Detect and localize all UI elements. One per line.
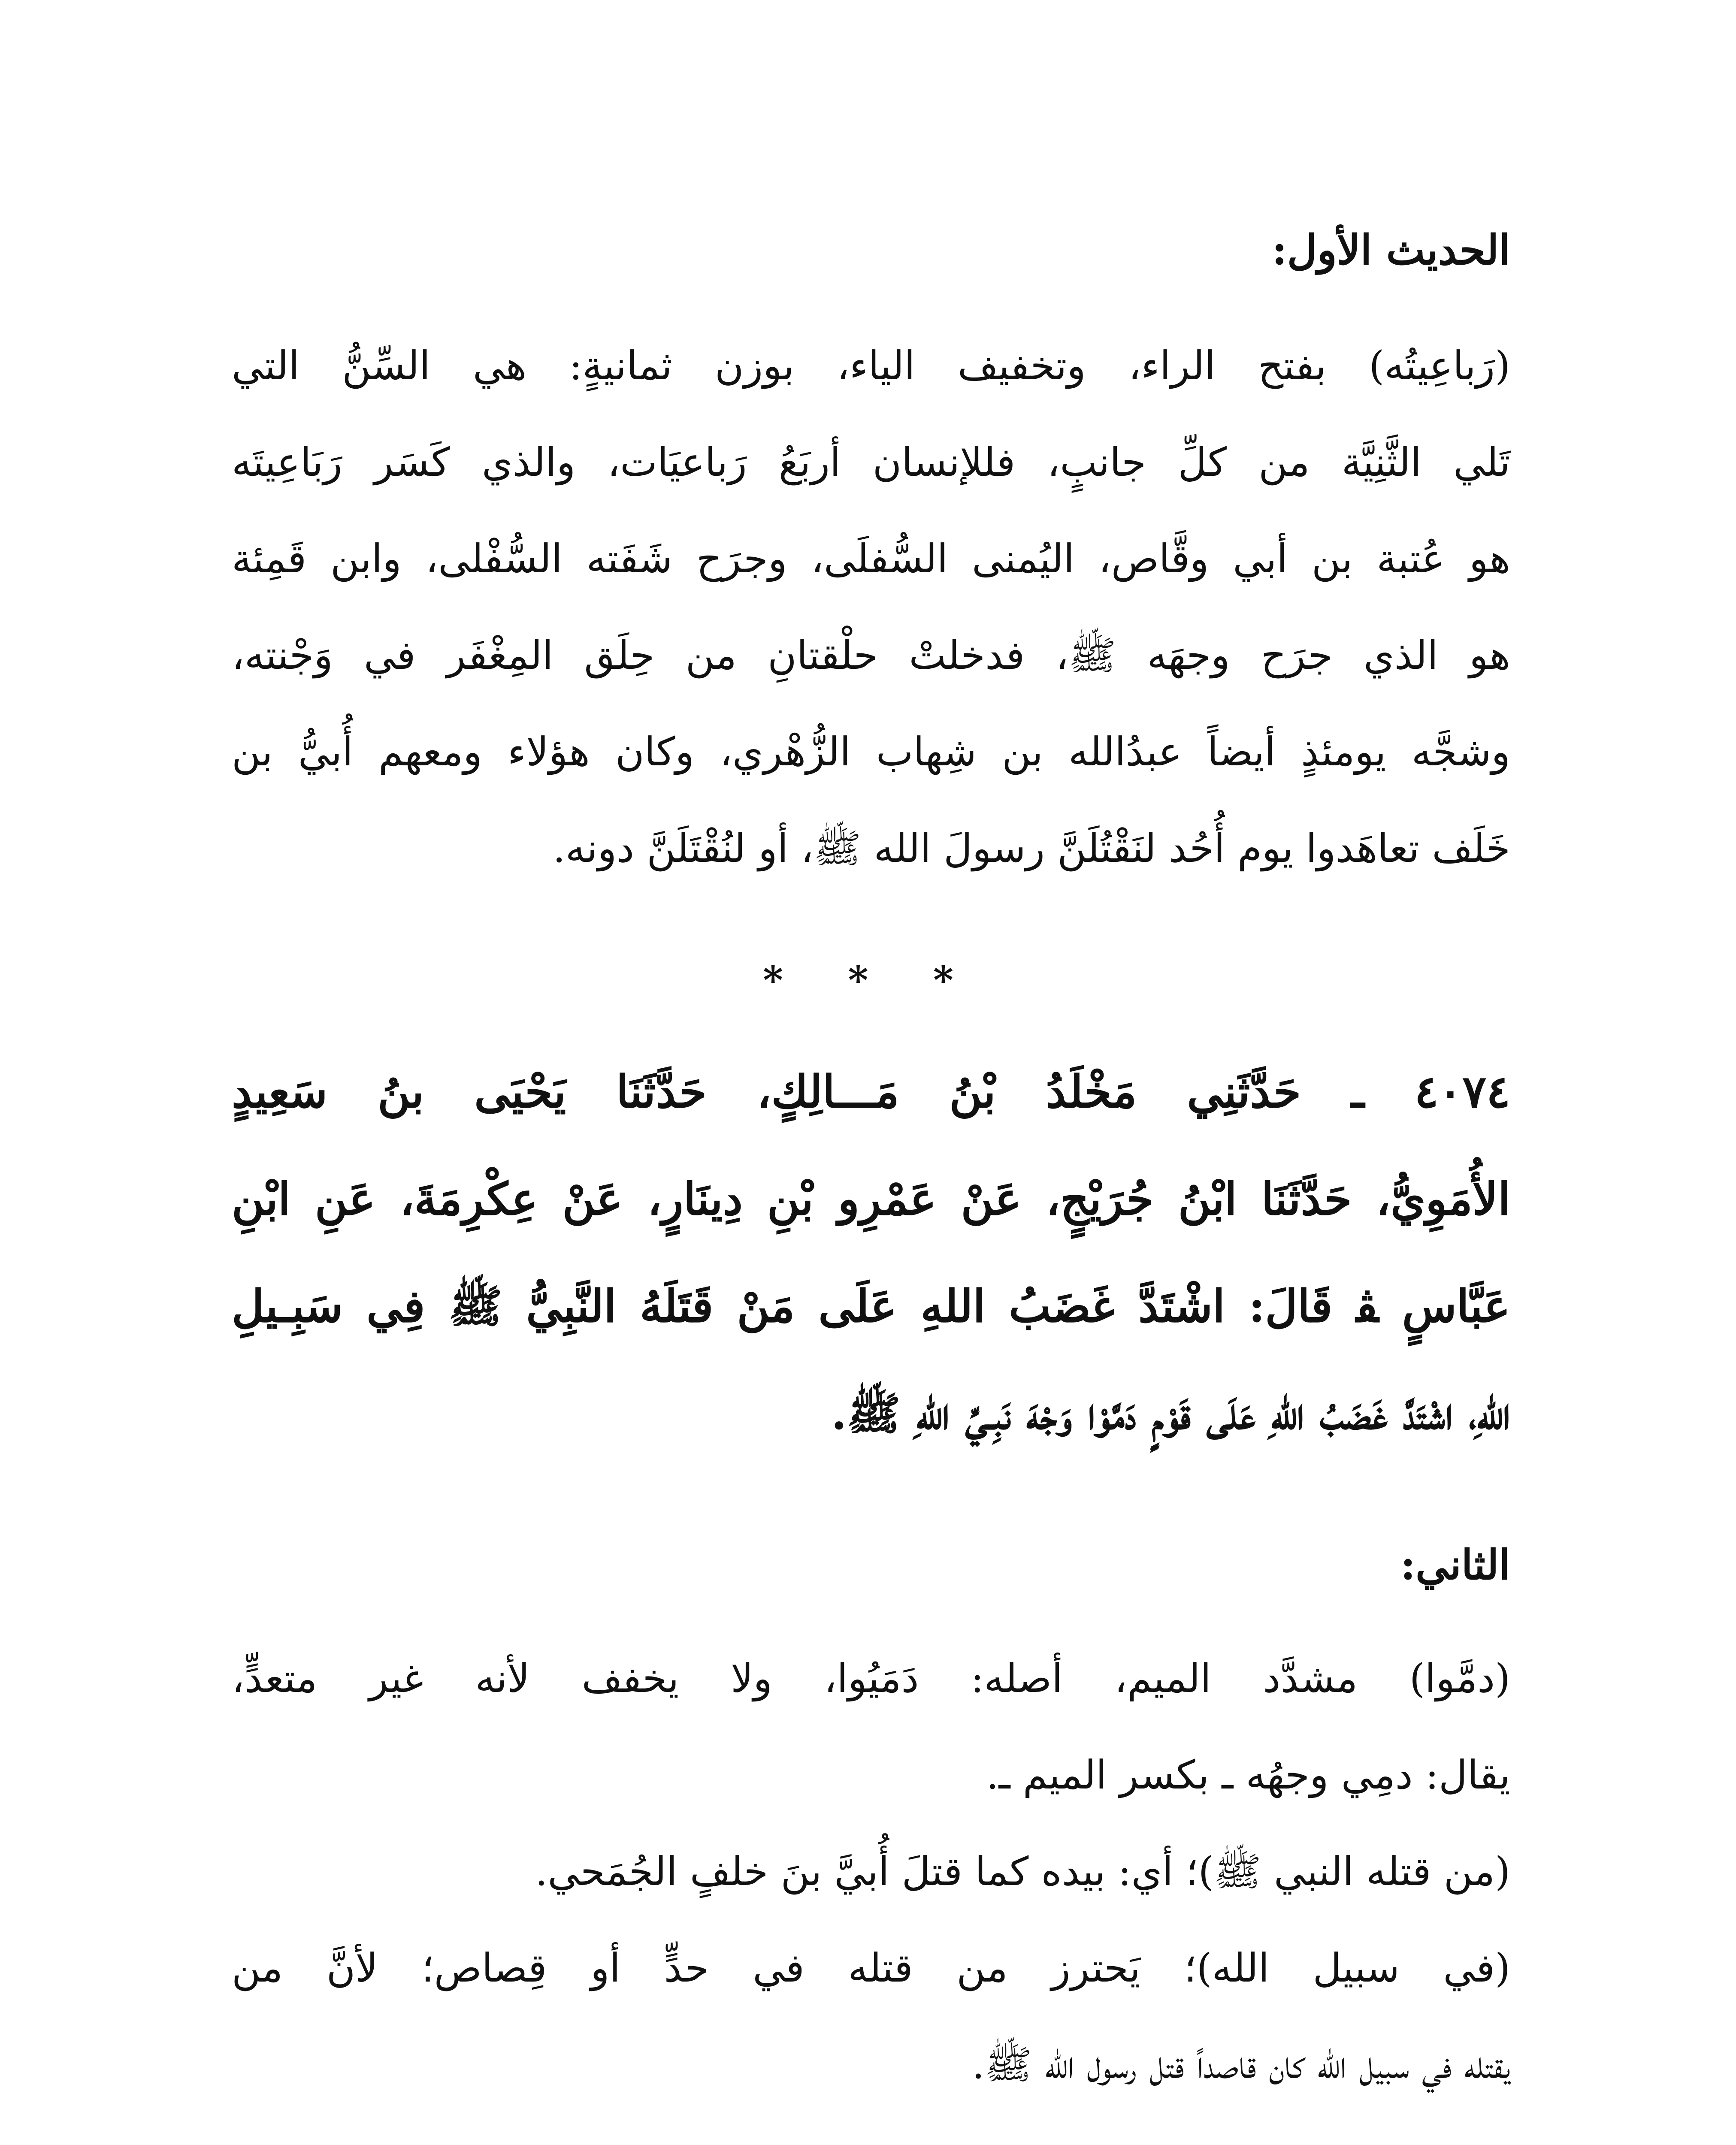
page bbox=[232, 180, 1510, 2145]
section1-line-3: هو عُتبة بن أبي وقَّاص، اليُمنى السُّفلَى، وجرَح شَفَته السُّفْلى، وابن قَمِئة bbox=[232, 536, 1510, 582]
section1-line-1: (رَباعِيتُه) بفتح الراء، وتخفيف الياء، بوزن ثمانيةٍ: هي السِّنُّ التي bbox=[232, 343, 1510, 389]
section1-line-4: هو الذي جرَح وجهَه ﷺ، فدخلتْ حلْقتانِ من حِلَق المِغْفَر في وَجْنته، bbox=[232, 632, 1510, 678]
hadith-line-1: ٤٠٧٤ ـ حَدَّثَنِي مَخْلَدُ بْنُ مَـــالِكٍ، حَدَّثَنَا يَحْيَى بنُ سَعِيدٍ bbox=[232, 1065, 1510, 1118]
section2-line-1: (دمَّوا) مشدَّد الميم، أصله: دَمَيُوا، ولا يخفف لأنه غير متعدٍّ، bbox=[232, 1656, 1510, 1701]
separator-stars: * * * bbox=[763, 958, 979, 1003]
section2-line-5: يقتله في سبيل الله كان قاصداً قتل رسول الله ﷺ. bbox=[972, 2042, 1510, 2088]
section1-line-5: وشجَّه يومئذٍ أيضاً عبدُالله بن شِهاب الزُّهْري، وكان هؤلاء ومعهم أُبيُّ بن bbox=[232, 729, 1510, 775]
section1-line-2: تَلي الثَّنِيَّة من كلِّ جانبٍ، فللإنسان أربَعُ رَباعيَات، والذي كَسَر رَبَاعِيتَه bbox=[232, 439, 1510, 485]
section1-heading: الحديث الأول: bbox=[1272, 226, 1510, 274]
section2-line-2: يقال: دمِي وجهُه ـ بكسر الميم ـ. bbox=[986, 1752, 1510, 1798]
hadith-line-3: عَبَّاسٍ ﭭ قَالَ: اشْتَدَّ غَضَبُ اللهِ عَلَى مَنْ قَتَلَهُ النَّبِيُّ ﷺ فِي سَبِـيلِ bbox=[232, 1280, 1510, 1332]
section2-paragraph bbox=[232, 1630, 1510, 2113]
section1-paragraph bbox=[232, 317, 1510, 897]
section2-heading: الثاني: bbox=[1400, 1541, 1510, 1589]
hadith-line-2: الأُمَوِيُّ، حَدَّثَنَا ابْنُ جُرَيْجٍ، عَنْ عَمْرِو بْنِ دِينَارٍ، عَنْ عِكْرِمَةَ، عَنِ ابْنِ bbox=[232, 1172, 1510, 1225]
section1-line-6: خَلَف تعاهَدوا يوم أُحُد لنَقْتُلَنَّ رسولَ الله ﷺ، أو لنُقْتَلَنَّ دونه. bbox=[553, 825, 1510, 871]
hadith-line-4: اللهِ، اشْتَدَّ غَضَبُ اللهِ عَلَى قَوْمٍ دَمَّوْا وَجْهَ نَبِـيِّ اللهِ ﷺ. bbox=[831, 1387, 1510, 1440]
hadith-text bbox=[232, 1038, 1510, 1467]
section2-line-3: (من قتله النبي ﷺ)؛ أي: بيده كما قتلَ أُبيَّ بنَ خلفٍ الجُمَحي. bbox=[535, 1849, 1510, 1894]
section2-line-4: (في سبيل الله)؛ يَحترز من قتله في حدٍّ أو قِصاص؛ لأنَّ من bbox=[232, 1945, 1510, 1991]
